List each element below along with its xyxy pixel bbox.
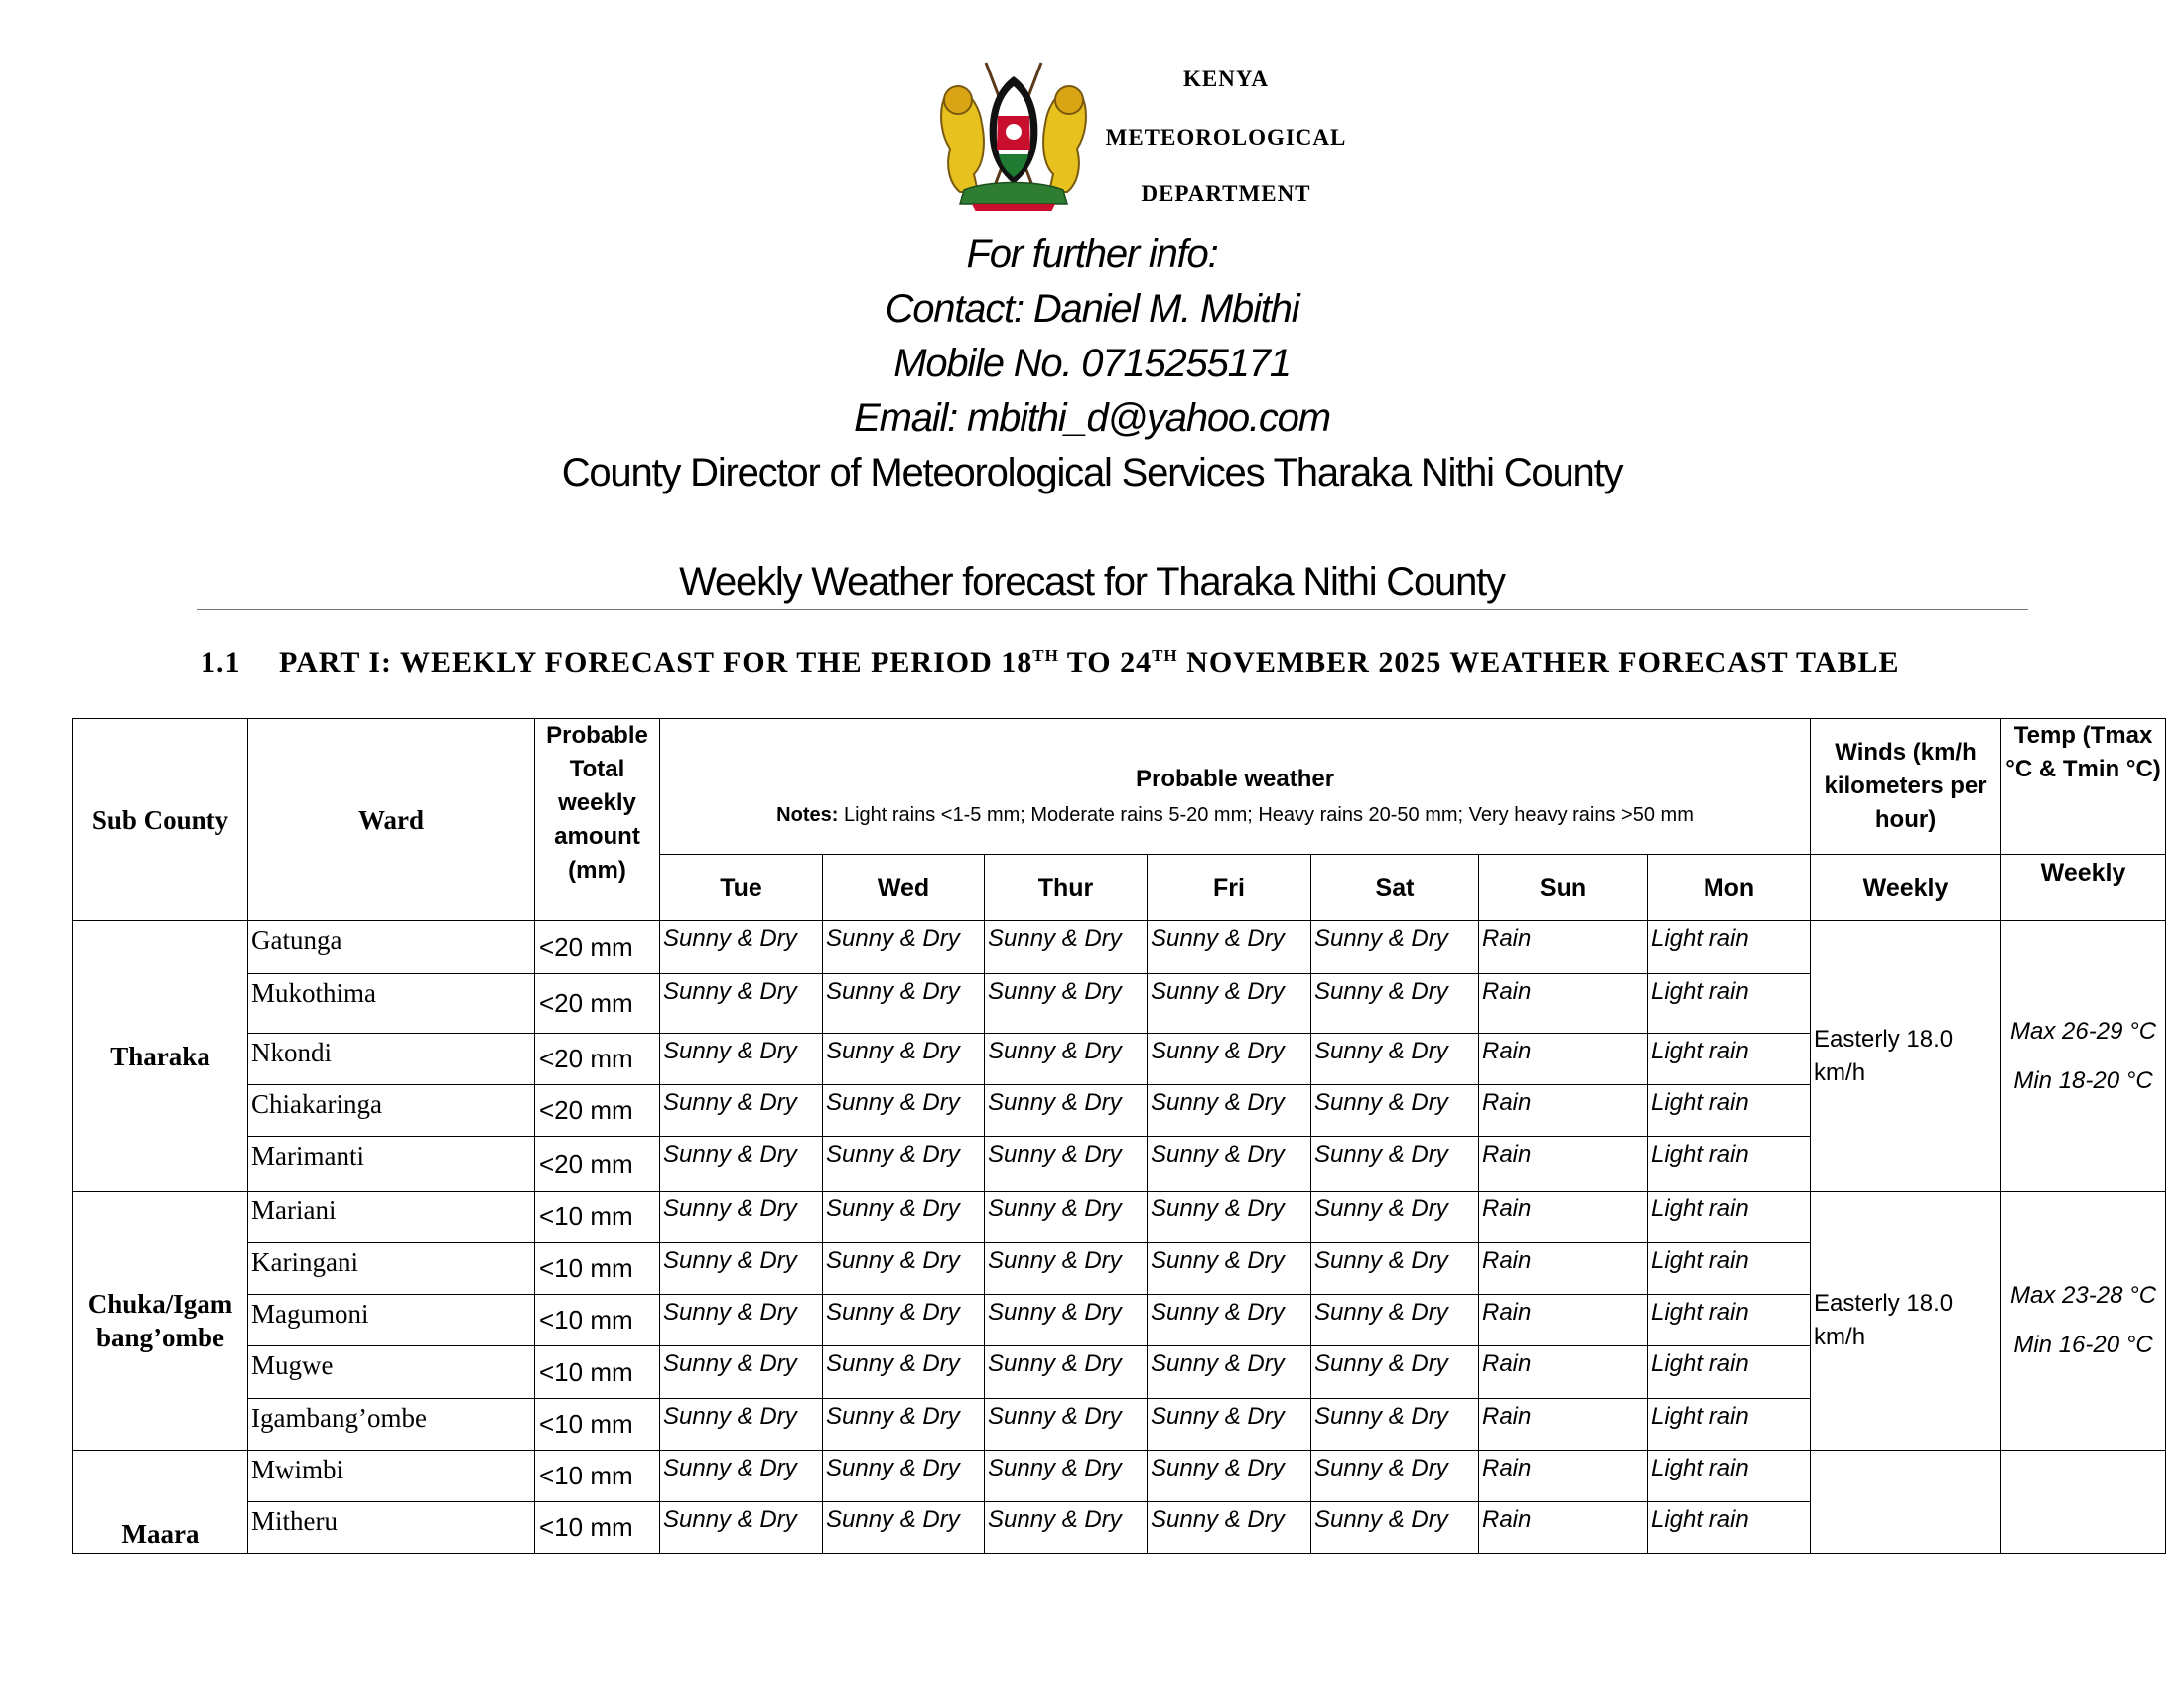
weather-cell: Sunny & Dry [1148, 1346, 1311, 1399]
weather-cell: Light rain [1648, 1192, 1811, 1243]
amount-cell: <20 mm [535, 921, 660, 974]
winds-cell [1811, 1451, 2001, 1554]
weather-cell: Sunny & Dry [660, 1034, 823, 1085]
weather-cell: Sunny & Dry [1311, 1399, 1479, 1451]
weather-cell: Sunny & Dry [823, 1346, 985, 1399]
section-text-b: TO 24 [1058, 646, 1153, 679]
weather-cell: Sunny & Dry [823, 1399, 985, 1451]
weather-cell: Rain [1479, 1034, 1648, 1085]
weather-cell: Rain [1479, 1295, 1648, 1346]
table-row [73, 1451, 2166, 1502]
coat-of-arms-emblem [928, 55, 1099, 213]
ward-cell: Marimanti [248, 1137, 535, 1192]
subcounty-cell: Chuka/Igam bang’ombe [73, 1192, 248, 1451]
day-header-fri: Fri [1148, 855, 1311, 921]
weather-cell: Light rain [1648, 974, 1811, 1034]
weather-cell: Sunny & Dry [823, 1295, 985, 1346]
weather-cell: Rain [1479, 1085, 1648, 1137]
weather-cell: Sunny & Dry [823, 1085, 985, 1137]
weather-cell: Sunny & Dry [660, 1502, 823, 1554]
winds-weekly-header: Weekly [1811, 855, 2001, 921]
day-header-tue: Tue [660, 855, 823, 921]
org-name-line2: METEOROLOGICAL [1105, 125, 1347, 150]
weather-cell: Rain [1479, 1451, 1648, 1502]
amount-cell: <20 mm [535, 1085, 660, 1137]
weather-cell: Light rain [1648, 1346, 1811, 1399]
amount-cell: <20 mm [535, 1034, 660, 1085]
weather-cell: Sunny & Dry [660, 1243, 823, 1295]
table-row [73, 921, 2166, 974]
weather-cell: Sunny & Dry [1311, 921, 1479, 974]
amount-cell: <10 mm [535, 1451, 660, 1502]
amount-cell: <10 mm [535, 1243, 660, 1295]
weather-cell: Sunny & Dry [1311, 1034, 1479, 1085]
weather-cell: Sunny & Dry [1311, 974, 1479, 1034]
ward-cell: Mitheru [248, 1502, 535, 1554]
weather-cell: Rain [1479, 1137, 1648, 1192]
temp-min: Min 16-20 °C [2013, 1332, 2153, 1358]
contact-name: Contact: Daniel M. Mbithi [885, 287, 1299, 331]
subcounty-cell: Tharaka [73, 921, 248, 1192]
amount-cell: <10 mm [535, 1502, 660, 1554]
subcounty-cell: Maara [73, 1451, 248, 1554]
notes-text: Light rains <1-5 mm; Moderate rains 5-20 mm; Heavy rains 20-50 mm; Very heavy rains >50 mm [838, 804, 1694, 826]
weather-cell: Sunny & Dry [823, 1502, 985, 1554]
weather-cell: Sunny & Dry [985, 1346, 1148, 1399]
section-sup-b: TH [1152, 646, 1178, 665]
ward-cell: Mariani [248, 1192, 535, 1243]
temp-weekly-header: Weekly [2001, 855, 2166, 921]
temp-max: Max 26-29 °C [2010, 1017, 2157, 1045]
weather-cell: Rain [1479, 921, 1648, 974]
weather-cell: Rain [1479, 1399, 1648, 1451]
weather-cell: Sunny & Dry [660, 1451, 823, 1502]
weather-cell: Sunny & Dry [1148, 1137, 1311, 1192]
weather-cell: Sunny & Dry [985, 974, 1148, 1034]
weather-cell: Light rain [1648, 1085, 1811, 1137]
amount-cell: <10 mm [535, 1192, 660, 1243]
amount-cell: <10 mm [535, 1346, 660, 1399]
weather-cell: Sunny & Dry [985, 1502, 1148, 1554]
header-temp: Temp (Tmax °C & Tmin °C) [2001, 719, 2166, 855]
weather-cell: Sunny & Dry [660, 1192, 823, 1243]
temp-cell [2001, 1451, 2166, 1554]
day-header-mon: Mon [1648, 855, 1811, 921]
header-weather-label: Probable weather [1135, 766, 1335, 792]
ward-cell: Karingani [248, 1243, 535, 1295]
weather-cell: Light rain [1648, 1451, 1811, 1502]
weather-cell: Sunny & Dry [985, 1399, 1148, 1451]
temp-cell [2001, 1192, 2166, 1451]
weather-cell: Sunny & Dry [823, 921, 985, 974]
contact-role: County Director of Meteorological Services Tharaka Nithi County [561, 451, 1623, 494]
notes-label: Notes: [776, 804, 839, 826]
section-text-c: NOVEMBER 2025 WEATHER FORECAST TABLE [1177, 646, 1900, 679]
weather-cell: Sunny & Dry [985, 1085, 1148, 1137]
header-probable-weather [660, 719, 1811, 855]
weather-cell: Rain [1479, 974, 1648, 1034]
day-header-sat: Sat [1311, 855, 1479, 921]
weather-cell: Sunny & Dry [985, 1034, 1148, 1085]
header-ward: Ward [248, 719, 535, 921]
header-row-1 [73, 719, 2166, 855]
weather-cell: Sunny & Dry [1148, 1451, 1311, 1502]
weather-cell: Sunny & Dry [1311, 1137, 1479, 1192]
weather-cell: Sunny & Dry [1148, 1034, 1311, 1085]
weather-cell: Sunny & Dry [823, 1451, 985, 1502]
weather-cell: Sunny & Dry [660, 1399, 823, 1451]
weather-cell: Rain [1479, 1192, 1648, 1243]
weather-cell: Sunny & Dry [1311, 1192, 1479, 1243]
winds-cell: Easterly 18.0 km/h [1811, 1192, 2001, 1451]
weather-cell: Light rain [1648, 1034, 1811, 1085]
weather-cell: Light rain [1648, 1137, 1811, 1192]
weather-cell: Sunny & Dry [985, 921, 1148, 974]
header-notes [660, 798, 1810, 832]
weather-cell: Sunny & Dry [985, 1295, 1148, 1346]
ward-cell: Nkondi [248, 1034, 535, 1085]
weather-cell: Sunny & Dry [823, 1243, 985, 1295]
weather-cell: Sunny & Dry [1148, 1085, 1311, 1137]
weather-cell: Sunny & Dry [1311, 1502, 1479, 1554]
header-subcounty: Sub County [73, 719, 248, 921]
weather-cell: Sunny & Dry [823, 974, 985, 1034]
weather-cell: Sunny & Dry [1311, 1295, 1479, 1346]
day-header-sun: Sun [1479, 855, 1648, 921]
weather-cell: Sunny & Dry [1148, 974, 1311, 1034]
org-name-line1: KENYA [1183, 67, 1269, 91]
weather-cell: Rain [1479, 1346, 1648, 1399]
weather-cell: Sunny & Dry [823, 1192, 985, 1243]
weather-cell: Sunny & Dry [660, 1346, 823, 1399]
ward-cell: Chiakaringa [248, 1085, 535, 1137]
weather-cell: Sunny & Dry [1148, 1502, 1311, 1554]
title-divider [197, 609, 2028, 610]
temp-min: Min 18-20 °C [2013, 1066, 2153, 1094]
ward-cell: Mugwe [248, 1346, 535, 1399]
org-name-line3: DEPARTMENT [1141, 181, 1311, 206]
weather-cell: Sunny & Dry [823, 1034, 985, 1085]
header-amount: Probable Total weekly amount (mm) [535, 719, 660, 921]
ward-cell: Igambang’ombe [248, 1399, 535, 1451]
weather-cell: Sunny & Dry [823, 1137, 985, 1192]
info-label: For further info: [966, 232, 1218, 276]
weather-cell: Sunny & Dry [660, 921, 823, 974]
weather-cell: Sunny & Dry [1148, 921, 1311, 974]
day-header-wed: Wed [823, 855, 985, 921]
weather-cell: Sunny & Dry [985, 1192, 1148, 1243]
weather-cell: Rain [1479, 1243, 1648, 1295]
weather-cell: Sunny & Dry [1311, 1243, 1479, 1295]
weather-cell: Sunny & Dry [660, 1295, 823, 1346]
weather-cell: Sunny & Dry [660, 1085, 823, 1137]
weather-cell: Sunny & Dry [660, 974, 823, 1034]
temp-cell [2001, 921, 2166, 1192]
weather-cell: Light rain [1648, 1243, 1811, 1295]
amount-cell: <10 mm [535, 1295, 660, 1346]
weather-cell: Light rain [1648, 1399, 1811, 1451]
amount-cell: <10 mm [535, 1399, 660, 1451]
weather-cell: Light rain [1648, 1295, 1811, 1346]
weather-cell: Sunny & Dry [1311, 1451, 1479, 1502]
weather-cell: Sunny & Dry [985, 1451, 1148, 1502]
section-number: 1.1 [201, 646, 241, 679]
forecast-table [72, 718, 2166, 1554]
ward-cell: Mukothima [248, 974, 535, 1034]
header-winds: Winds (km/h kilometers per hour) [1811, 719, 2001, 855]
weather-cell: Sunny & Dry [985, 1243, 1148, 1295]
amount-cell: <20 mm [535, 974, 660, 1034]
table-row [73, 1192, 2166, 1243]
section-sup-a: TH [1032, 646, 1059, 665]
amount-cell: <20 mm [535, 1137, 660, 1192]
weather-cell: Light rain [1648, 1502, 1811, 1554]
ward-cell: Gatunga [248, 921, 535, 974]
weather-cell: Sunny & Dry [1148, 1399, 1311, 1451]
weather-cell: Sunny & Dry [1311, 1085, 1479, 1137]
page-title: Weekly Weather forecast for Tharaka Nithi County [679, 560, 1505, 604]
weather-cell: Sunny & Dry [1148, 1192, 1311, 1243]
contact-mobile: Mobile No. 0715255171 [893, 342, 1291, 385]
weather-cell: Sunny & Dry [1148, 1243, 1311, 1295]
ward-cell: Mwimbi [248, 1451, 535, 1502]
section-text-a: PART I: WEEKLY FORECAST FOR THE PERIOD 18 [279, 646, 1033, 679]
winds-cell: Easterly 18.0 km/h [1811, 921, 2001, 1192]
section-heading [201, 646, 1900, 680]
weather-cell: Light rain [1648, 921, 1811, 974]
weather-cell: Sunny & Dry [1311, 1346, 1479, 1399]
weather-cell: Sunny & Dry [660, 1137, 823, 1192]
weather-cell: Sunny & Dry [1148, 1295, 1311, 1346]
temp-max: Max 23-28 °C [2010, 1282, 2157, 1309]
day-header-thur: Thur [985, 855, 1148, 921]
ward-cell: Magumoni [248, 1295, 535, 1346]
weather-cell: Sunny & Dry [985, 1137, 1148, 1192]
contact-email: Email: mbithi_d@yahoo.com [854, 396, 1330, 440]
weather-cell: Rain [1479, 1502, 1648, 1554]
